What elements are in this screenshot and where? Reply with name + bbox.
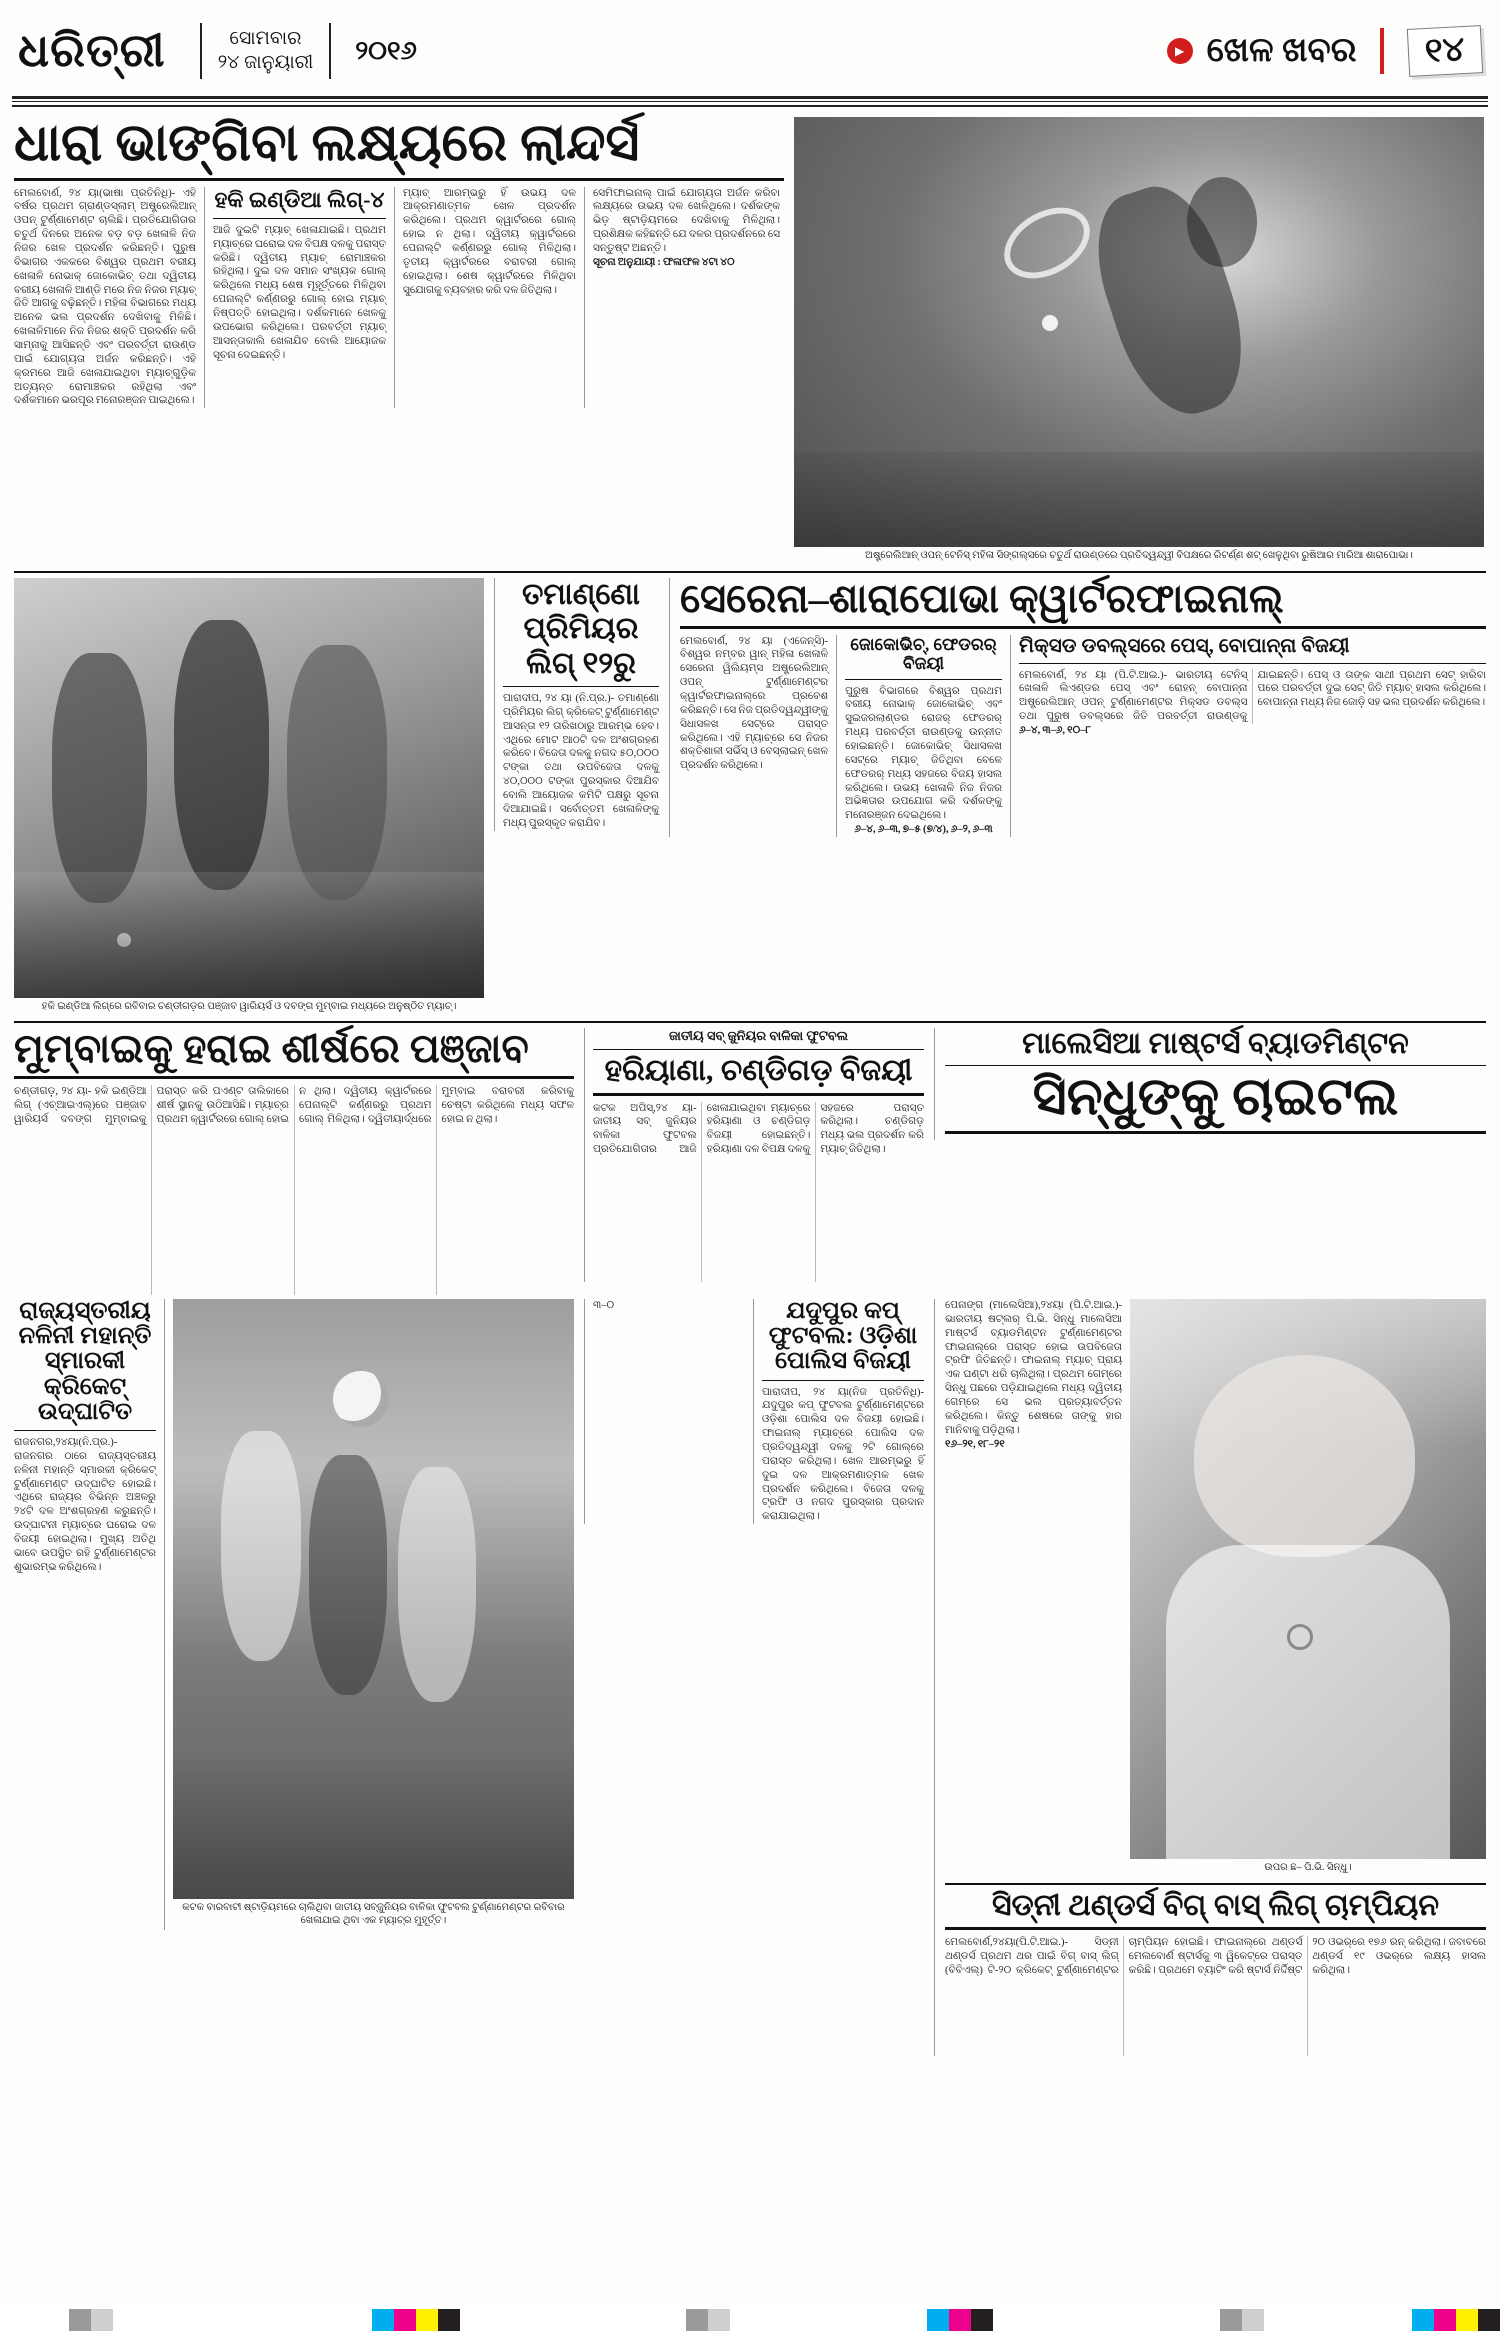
tennis-action-photo: [794, 117, 1484, 547]
masthead: [0, 0, 1500, 92]
hockey-action-photo: [14, 578, 484, 998]
bigbash-headline: ସିଡ୍‌ନୀ ଥଣ୍ଡର୍ସ ବିଗ୍ ବାସ୍ ଲିଗ୍ ଚାମ୍ପିୟନ: [991, 1888, 1440, 1922]
nalinee-headline: ରାଜ୍ୟସ୍ତରୀୟ ନଳିନୀ ମହାନ୍ତି ସ୍ମାରକୀ କ୍ରିକେଟ୍ ଉଦ୍‌ଘାଟିତ: [18, 1298, 152, 1425]
girls-football-body: କଟକ ଅପିସ୍,୨୪ ୟା-ଜାତୀୟ ସବ୍ ଜୁନିୟର ବାଳିକା ଫୁଟବଲ ପ୍ରତିଯୋଗିତାର ଆଜି ଖେଳାଯାଇଥିବା ମ୍ୟାଚ୍‌ରେ ହରିୟାଣା ଓ ଚଣ୍ଡିଗଡ଼ ବିଜୟୀ ହୋଇଛନ୍ତି। ହରିୟାଣା ଦଳ ବିପକ୍ଷ ଦଳକୁ ସହଜରେ ପରାସ୍ତ କରିଥିଲା। ଚଣ୍ଡିଗଡ଼ ମଧ୍ୟ ଭଲ ପ୍ରଦର୍ଶନ କରି ମ୍ୟାଚ୍ ଜିତିଥିଲା।: [593, 1102, 924, 1156]
serena-headline: ସେରେନା–ଶାରାପୋଭା କ୍ୱାର୍ଟରଫାଇନାଲ୍: [680, 575, 1284, 621]
sindhu-photo: [1130, 1299, 1486, 1859]
bigbash-top-rule: [945, 1883, 1486, 1885]
color-swatch-group-3: [686, 2309, 730, 2331]
serena-rule: [680, 626, 1486, 629]
punjab-headline: ମୁମ୍ବାଇକୁ ହରାଇ ଶୀର୍ଷରେ ପଞ୍ଜାବ: [14, 1026, 529, 1071]
mixed-doubles-scores: ୬–୪, ୩–୬, ୧୦–୮: [1019, 724, 1091, 736]
lead-headline: ଧାରା ଭାଙ୍ଗିବା ଲକ୍ଷ୍ୟରେ ଲାନ୍ଦର୍ସ: [14, 115, 640, 172]
sindhu-rule: [945, 1131, 1486, 1134]
lead-footer-line: ସୂଚନା ଅନୁଯାୟୀ : ଫଳାଫଳ ୪ଟା ୪୦: [593, 256, 735, 268]
lead-col-4: ସେମିଫାଇନାଲ୍ ପାଇଁ ଯୋଗ୍ୟତା ଅର୍ଜନ କରିବା ଲକ୍ଷ୍ୟରେ ଉଭୟ ଦଳ ଖେଳିଥିଲେ। ଦର୍ଶକଙ୍କ ଭିଡ଼ ଷ୍ଟାଡ଼ିୟମରେ ଦେଖିବାକୁ ମିଳିଥିଲା। ପ୍ରଶିକ୍ଷକ କହିଛନ୍ତି ଯେ ଦଳର ପ୍ରଦର୍ଶନରେ ସେ ସନ୍ତୁଷ୍ଟ ଅଛନ୍ତି।: [593, 187, 780, 255]
sindhu-scores: ୧୬–୨୧, ୧୮–୨୧: [945, 1438, 1005, 1450]
lead-col-3: ମ୍ୟାଚ୍ ଆରମ୍ଭରୁ ହିଁ ଉଭୟ ଦଳ ଆକ୍ରମଣାତ୍ମକ ଖେଳ ପ୍ରଦର୍ଶନ କରିଥିଲେ। ପ୍ରଥମ କ୍ୱାର୍ଟରରେ ଗୋଲ୍ ହୋଇ ନ ଥିଲା। ଦ୍ୱିତୀୟ କ୍ୱାର୍ଟରରେ ପେନାଲ୍ଟି କର୍ଣ୍ଣରରୁ ଗୋଲ୍ ମିଳିଥିଲା। ତୃତୀୟ କ୍ୱାର୍ଟରରେ ବରାବରୀ ଗୋଲ୍ ହୋଇଥିଲା। ଶେଷ କ୍ୱାର୍ଟରରେ ମିଳିଥିବା ସୁଯୋଗକୁ ବ୍ୟବହାର କରି ଦଳ ଜିତିଥିଲା।: [394, 187, 584, 409]
girls-football-scores: ୩–୦: [593, 1300, 615, 1311]
mixed-doubles-body: ମେଲବୋର୍ଣ, ୨୪ ୟା (ପି.ଟି.ଆଇ.)- ଭାରତୀୟ ଟେନିସ୍ ଖେଳାଳି ଲିଏଣ୍ଡର ପେସ୍ ଏବଂ ରୋହନ୍ ବୋପାନ୍ନା ଅଷ୍ଟ୍ରେଲିଆନ୍ ଓପନ୍ ଟୁର୍ଣ୍ଣାମେଣ୍ଟର ମିକ୍ସଡ ଡବଲ୍ସ ତଥା ପୁରୁଷ ଡବଲ୍ସରେ ଜିତି ପରବର୍ତ୍ତୀ ରାଉଣ୍ଡକୁ ଯାଇଛନ୍ତି। ପେସ୍ ଓ ତାଙ୍କ ସାଥୀ ପ୍ରଥମ ସେଟ୍ ହାରିବା ପରେ ପରବର୍ତ୍ତୀ ଦୁଇ ସେଟ୍ ଜିତି ମ୍ୟାଚ୍ ହାସଲ କରିଥିଲେ। ବୋପାନ୍ନା ମଧ୍ୟ ନିଜ ଜୋଡ଼ି ସହ ଭଲ ପ୍ରଦର୍ଶନ କରିଥିଲେ।: [1019, 669, 1486, 723]
girls-football-kicker-rule: [593, 1049, 924, 1050]
masthead-divider-1: [200, 23, 202, 79]
color-registration-bar: [0, 2303, 1500, 2337]
bigbash-body: ମେଲବୋର୍ଣ,୨୪ୟା(ପି.ଟି.ଆଇ.)- ସିଡ୍‌ନୀ ଥଣ୍ଡର୍ସ ପ୍ରଥମ ଥର ପାଇଁ ବିଗ୍ ବାସ୍ ଲିଗ୍ (ବିବିଏଲ୍) ଟି-୨୦ କ୍ରିକେଟ୍ ଟୁର୍ଣ୍ଣାମେଣ୍ଟର ଚାମ୍ପିୟନ ହୋଇଛି। ଫାଇନାଲ୍‌ରେ ଥଣ୍ଡର୍ସ ମେଲବୋର୍ଣ ଷ୍ଟାର୍ସକୁ ୩ ୱିକେଟ୍‌ରେ ପରାସ୍ତ କରିଛି। ପ୍ରଥମେ ବ୍ୟାଟିଂ କରି ଷ୍ଟାର୍ସ ନିର୍ଦ୍ଦିଷ୍ଟ ୨୦ ଓଭର୍‌ରେ ୧୭୬ ରନ୍ କରିଥିଲା। ଜବାବରେ ଥଣ୍ଡର୍ସ ୧୯ ଓଭର୍‌ରେ ଲକ୍ଷ୍ୟ ହାସଲ କରିଥିଲା।: [945, 1937, 1486, 1976]
mixed-doubles-headline: ମିକ୍ସଡ ଡବଲ୍ସରେ ପେସ୍, ବୋପାନ୍ନା ବିଜୟୀ: [1019, 634, 1350, 657]
nalinee-body: ରାଜନଗର,୨୪ୟା(ନି.ପ୍ର.)- ରାଜନଗର ଠାରେ ରାଜ୍ୟସ୍ତରୀୟ ନଳିନୀ ମହାନ୍ତି ସ୍ମାରକୀ କ୍ରିକେଟ୍ ଟୁର୍ଣ୍ଣାମେଣ୍ଟ ଉଦ୍‌ଘାଟିତ ହୋଇଛି। ଏଥିରେ ରାଜ୍ୟର ବିଭିନ୍ନ ଅଞ୍ଚଳରୁ ୨୪ଟି ଦଳ ଅଂଶଗ୍ରହଣ କରୁଛନ୍ତି। ଉଦ୍‌ଘାଟନୀ ମ୍ୟାଚ୍‌ରେ ଘରୋଇ ଦଳ ବିଜୟୀ ହୋଇଥିଲା। ମୁଖ୍ୟ ଅତିଥି ଭାବେ ଉପସ୍ଥିତ ରହି ଟୁର୍ଣ୍ଣାମେଣ୍ଟର ଶୁଭାରମ୍ଭ କରିଥିଲେ।: [14, 1436, 156, 1573]
serena-scores: ୬–୪, ୬–୩, ୭–୫ (୭/୪), ୬–୨, ୬–୩: [854, 824, 993, 836]
tamanna-body: ପାରାଦୀପ, ୨୪ ୟା (ନି.ପ୍ର.)- ତମାଣ୍ଣୋ ପ୍ରିମିୟର ଲିଗ୍ କ୍ରିକେଟ୍ ଟୁର୍ଣ୍ଣାମେଣ୍ଟ ଆସନ୍ତା ୧୨ ତାରିଖଠାରୁ ଆରମ୍ଭ ହେବ। ଏଥିରେ ମୋଟ ଆଠଟି ଦଳ ଅଂଶଗ୍ରହଣ କରିବେ। ବିଜେତା ଦଳକୁ ନଗଦ ୫୦,୦୦୦ ଟଙ୍କା ତଥା ଉପବିଜେତା ଦଳକୁ ୪୦,୦୦୦ ଟଙ୍କା ପୁରସ୍କାର ଦିଆଯିବ ବୋଲି ଆୟୋଜକ କମିଟି ପକ୍ଷରୁ ସୂଚନା ଦିଆଯାଇଛି। ସର୍ବୋତ୍ତମ ଖେଳାଳିଙ୍କୁ ମଧ୍ୟ ପୁରସ୍କୃତ କରାଯିବ।: [503, 693, 659, 829]
sindhu-body: ପେନାଙ୍ଗ (ମାଲେସିଆ),୨୪ୟା (ପି.ଟି.ଆଇ.)- ଭାରତୀୟ ଷଟ୍‌ଲର୍ ପି.ଭି. ସିନ୍ଧୁ ମାଲେସିଆ ମାଷ୍ଟର୍ସ ବ୍ୟାଡମିଣ୍ଟନ ଟୁର୍ଣ୍ଣାମେଣ୍ଟର ଫାଇନାଲ୍‌ରେ ପରାସ୍ତ ହୋଇ ଉପବିଜେତା ଟ୍ରଫି ଜିତିଛନ୍ତି। ଫାଇନାଲ୍ ମ୍ୟାଚ୍ ପ୍ରାୟ ଏକ ଘଣ୍ଟା ଧରି ଚାଲିଥିଲା। ପ୍ରଥମ ଗେମ୍‌ରେ ସିନ୍ଧୁ ପଛରେ ପଡ଼ିଯାଇଥିଲେ ମଧ୍ୟ ଦ୍ୱିତୀୟ ଗେମ୍‌ରେ ସେ ଭଲ ପ୍ରତ୍ୟାବର୍ତ୍ତନ କରିଥିଲେ। କିନ୍ତୁ ଶେଷରେ ତାଙ୍କୁ ହାର ମାନିବାକୁ ପଡ଼ିଥିଲା।: [945, 1300, 1122, 1436]
color-swatch-group-4: [927, 2309, 993, 2331]
lead-rule: [14, 178, 784, 181]
bigbash-rule: [945, 1927, 1486, 1930]
publication-logo: ଧରିତ୍ରୀ: [18, 24, 166, 76]
football-photo-caption: କଟକ ବାରବାଟୀ ଷ୍ଟାଡ଼ିୟମରେ ଚାଲିଥିବା ଜାତୀୟ ସବ୍‌ଜୁନିୟର ବାଳିକା ଫୁଟବଲ ଟୁର୍ଣ୍ଣାମେଣ୍ଟର ରବିବାର ଖେଳାଯାଇ ଥିବା ଏକ ମ୍ୟାଚ୍‌ର ମୁହୂର୍ତ୍ତ।: [182, 1902, 565, 1926]
color-swatch-group-2: [372, 2309, 460, 2331]
issue-day: ସୋମବାର: [229, 28, 302, 50]
hockey-league-subhead: ହକି ଇଣ୍ଡିଆ ଲିଗ୍‌-୪: [214, 186, 385, 212]
masthead-divider-2: [329, 23, 331, 79]
issue-year: ୨୦୧୬: [355, 35, 417, 65]
sindhu-photo-caption: ଉପର ଛ– ପି.ଭି. ସିନ୍ଧୁ।: [1264, 1862, 1352, 1873]
sindhu-kicker: ମାଲେସିଆ ମାଷ୍ଟର୍ସ ବ୍ୟାଡମିଣ୍ଟନ: [1022, 1027, 1409, 1060]
girls-football-headline: ହରିୟାଣା, ଚଣ୍ଡିଗଡ଼ ବିଜୟୀ: [604, 1054, 913, 1087]
serena-subhead: ଜୋକୋଭିଚ୍, ଫେଡରର୍ ବିଜୟୀ: [850, 634, 997, 674]
serena-col-2: ପୁରୁଷ ବିଭାଗରେ ବିଶ୍ୱର ପ୍ରଥମ ବରୀୟ ନୋଭାକ୍ ଜୋକୋଭିଚ୍ ଏବଂ ସୁଇଜରଲାଣ୍ଡର ରୋଜର୍ ଫେଡରର୍ ମଧ୍ୟ ପରବର୍ତ୍ତୀ ରାଉଣ୍ଡକୁ ଉନ୍ନୀତ ହୋଇଛନ୍ତି। ଜୋକୋଭିଚ୍ ସିଧାସଳଖ ସେଟ୍‌ରେ ମ୍ୟାଚ୍ ଜିତିଥିବା ବେଳେ ଫେଡରର୍ ମଧ୍ୟ ସହଜରେ ବିଜୟ ହାସଲ କରିଥିଲେ। ଉଭୟ ଖେଳାଳି ନିଜ ନିଜର ଅଭିଜ୍ଞତାର ଉପଯୋଗ କରି ଦର୍ଶକଙ୍କୁ ମନୋରଞ୍ଜନ ଦେଇଥିଲେ।: [845, 685, 1002, 822]
masthead-rule: [12, 96, 1488, 102]
jadupur-body: ପାରାଦୀପ, ୨୪ ୟା(ନିଜ ପ୍ରତିନିଧି)- ଯଦୁପୁର କପ୍ ଫୁଟବଲ ଟୁର୍ଣ୍ଣାମେଣ୍ଟରେ ଓଡ଼ିଶା ପୋଲିସ ଦଳ ବିଜୟୀ ହୋଇଛି। ଫାଇନାଲ୍ ମ୍ୟାଚ୍‌ରେ ପୋଲିସ ଦଳ ପ୍ରତିଦ୍ୱନ୍ଦ୍ୱୀ ଦଳକୁ ୨ଟି ଗୋଲ୍‌ରେ ପରାସ୍ତ କରିଥିଲା। ଖେଳ ଆରମ୍ଭରୁ ହିଁ ଦୁଇ ଦଳ ଆକ୍ରମଣାତ୍ମକ ଖେଳ ପ୍ରଦର୍ଶନ କରିଥିଲେ। ବିଜେତା ଦଳକୁ ଟ୍ରଫି ଓ ନଗଦ ପୁରସ୍କାର ପ୍ରଦାନ କରାଯାଇଥିଲା।: [762, 1386, 924, 1523]
issue-date-text: ୨୪ ଜାନୁୟାରୀ: [217, 52, 314, 73]
girls-football-kicker: ଜାତୀୟ ସବ୍ ଜୁନିୟର ବାଳିକା ଫୁଟବଲ: [668, 1028, 849, 1043]
tamanna-rule: [503, 686, 659, 687]
section-rule-1: [14, 571, 1486, 573]
punjab-rule: [14, 1076, 574, 1079]
girls-football-rule: [593, 1093, 924, 1096]
serena-sub-rule: [845, 679, 1002, 680]
sindhu-kicker-rule: [945, 1065, 1486, 1066]
girls-football-photo: [173, 1299, 574, 1899]
jadupur-rule: [762, 1380, 924, 1381]
color-swatch-group-6: [1412, 2309, 1500, 2331]
jadupur-headline: ଯଦୁପୁର କପ୍ ଫୁଟବଲ: ଓଡ଼ିଶା ପୋଲିସ ବିଜୟୀ: [768, 1298, 918, 1375]
nalinee-rule: [14, 1430, 156, 1431]
color-swatch-group-1: [69, 2309, 135, 2331]
section-title: ଖେଳ ଖବର: [1206, 32, 1357, 69]
tennis-photo-caption: ଅଷ୍ଟ୍ରେଲିଆନ୍ ଓପନ୍ ଟେନିସ୍ ମହିଳା ସିଙ୍ଗଲ୍ସରେ ଚତୁର୍ଥ ରାଉଣ୍ଡରେ ପ୍ରତିଦ୍ୱନ୍ଦ୍ୱୀ ବିପକ୍ଷରେ ରିଟର୍ଣ୍ଣ ଶଟ୍ ଖେଳୁଥିବା ରୁଷିଆର ମାରିଆ ଶାରାପୋଭା।: [865, 550, 1413, 561]
punjab-body: ଚଣ୍ଡୀଗଡ଼, ୨୪ ୟା- ହକି ଇଣ୍ଡିଆ ଲିଗ୍ (ଏଚ୍‌ଆଇଏଲ୍)ରେ ପଞ୍ଜାବ ୱାରିୟର୍ସ ଦବଙ୍ଗ ମୁମ୍ବାଇକୁ ପରାସ୍ତ କରି ପଏଣ୍ଟ ତାଲିକାରେ ଶୀର୍ଷ ସ୍ଥାନକୁ ଉଠିଆସିଛି। ମ୍ୟାଚ୍‌ର ପ୍ରଥମ କ୍ୱାର୍ଟରରେ ଗୋଲ୍ ହୋଇ ନ ଥିଲା। ଦ୍ୱିତୀୟ କ୍ୱାର୍ଟରରେ ପେନାଲ୍ଟି କର୍ଣ୍ଣରରୁ ପ୍ରଥମ ଗୋଲ୍ ମିଳିଥିଲା। ଦ୍ୱିତୀୟାର୍ଦ୍ଧରେ ମୁମ୍ବାଇ ବରାବରୀ କରିବାକୁ ଚେଷ୍ଟା କରିଥିଲେ ମଧ୍ୟ ସଫଳ ହୋଇ ନ ଥିଲା।: [14, 1086, 574, 1125]
lead-col-2: ଆଜି ଦୁଇଟି ମ୍ୟାଚ୍ ଖେଳାଯାଇଛି। ପ୍ରଥମ ମ୍ୟାଚ୍‌ରେ ଘରୋଇ ଦଳ ବିପକ୍ଷ ଦଳକୁ ପରାସ୍ତ କରିଛି। ଦ୍ୱିତୀୟ ମ୍ୟାଚ୍ ରୋମାଞ୍ଚକର ରହିଥିଲା। ଦୁଇ ଦଳ ସମାନ ସଂଖ୍ୟକ ଗୋଲ୍ କରିଥିଲେ ମଧ୍ୟ ଶେଷ ମୂହୂର୍ତ୍ତରେ ମିଳିଥିବା ପେନାଲ୍ଟି କର୍ଣ୍ଣରରୁ ଗୋଲ୍ ହୋଇ ମ୍ୟାଚ୍ ନିଷ୍ପତ୍ତି ହୋଇଥିଲା। ଦର୍ଶକମାନେ ଖେଳକୁ ଉପଭୋଗ କରିଥିଲେ। ପରବର୍ତ୍ତୀ ମ୍ୟାଚ୍ ଆସନ୍ତାକାଲି ଖେଳାଯିବ ବୋଲି ଆୟୋଜକ ସୂଚନା ଦେଇଛନ୍ତି।: [213, 224, 386, 361]
play-icon: ▶: [1167, 38, 1193, 64]
serena-col-1: ମେଲବୋର୍ଣ, ୨୪ ୟା (ଏଜେନ୍ସି)- ବିଶ୍ୱର ନମ୍ବର ୱାନ୍ ମହିଳା ଖେଳାଳି ସେରେନା ୱିଲିୟମ୍ସ ଅଷ୍ଟ୍ରେଲିଆନ୍ ଓପନ୍ ଟୁର୍ଣ୍ଣାମେଣ୍ଟର କ୍ୱାର୍ଟରଫାଇନାଲ୍‌ରେ ପ୍ରବେଶ କରିଛନ୍ତି। ସେ ନିଜ ପ୍ରତିଦ୍ୱନ୍ଦ୍ୱୀଙ୍କୁ ସିଧାସଳଖ ସେଟ୍‌ରେ ପରାସ୍ତ କରିଥିଲେ। ଏହି ମ୍ୟାଚ୍‌ରେ ସେ ନିଜର ଶକ୍ତିଶାଳୀ ସର୍ଭିସ୍ ଓ ବେସ୍‌ଲାଇନ୍ ଖେଳ ପ୍ରଦର୍ଶନ କରିଥିଲେ।: [680, 635, 829, 772]
section-rule-2: [14, 1021, 1486, 1023]
tamanna-headline: ତମାଣ୍ଣୋ ପ୍ରିମିୟର ଲିଗ୍ ୧୨ରୁ: [522, 577, 640, 680]
lead-col-1: ମେଲବୋର୍ଣ, ୨୪ ୟା(ଭାଷା ପ୍ରତିନିଧି)- ଏହି ବର୍ଷର ପ୍ରଥମ ଗ୍ରାଣ୍ଡସ୍ଲାମ୍ ଅଷ୍ଟ୍ରେଲିଆନ୍ ଓପନ୍ ଟୁର୍ଣ୍ଣାମେଣ୍ଟ ଚାଲିଛି। ପ୍ରତିଯୋଗିତାର ଚତୁର୍ଥ ଦିନରେ ଅନେକ ବଡ଼ ବଡ଼ ଖେଳାଳି ନିଜ ନିଜର ଖେଳ ପ୍ରଦର୍ଶନ କରିଛନ୍ତି। ପୁରୁଷ ବିଭାଗର ଏକକରେ ବିଶ୍ୱର ପ୍ରଥମ ବରୀୟ ଖେଳାଳି ନୋଭାକ୍ ଜୋକୋଭିଚ୍ ତଥା ଦ୍ୱିତୀୟ ବରୀୟ ଖେଳାଳି ଆଣ୍ଡି ମରେ ନିଜ ନିଜର ମ୍ୟାଚ୍ ଜିତି ଆଗକୁ ବଢ଼ିଛନ୍ତି। ମହିଳା ବିଭାଗରେ ମଧ୍ୟ ଅନେକ ଭଲ ପ୍ରଦର୍ଶନ ଦେଖିବାକୁ ମିଳିଛି। ଖେଳାଳିମାନେ ନିଜ ନିଜର ଶକ୍ତି ପ୍ରଦର୍ଶନ କରି ସାମ୍ନାକୁ ଆସିଛନ୍ତି ଏବଂ ପରବର୍ତ୍ତୀ ରାଉଣ୍ଡ ପାଇଁ ଯୋଗ୍ୟତା ଅର୍ଜନ କରିଛନ୍ତି। ଏହି କ୍ରମରେ ଆଜି ଖେଳାଯାଇଥିବା ମ୍ୟାଚ୍‌ଗୁଡ଼ିକ ଅତ୍ୟନ୍ତ ରୋମାଞ୍ଚକର ରହିଥିଲା ଏବଂ ଦର୍ଶକମାନେ ଭରପୂର ମନୋରଞ୍ଜନ ପାଇଥିଲେ।: [14, 187, 196, 407]
sindhu-headline: ସିନ୍ଧୁଙ୍କୁ ଚାଇଟଲ: [1032, 1068, 1399, 1126]
masthead-red-rule: [1380, 28, 1384, 74]
color-swatch-group-5: [1220, 2309, 1264, 2331]
hockey-photo-caption: ହକି ଇଣ୍ଡିଆ ଲିଗ୍‌ରେ ରବିବାର ଚଣ୍ଡୀଗଡ଼ର ପଞ୍ଜାବ ୱାରିୟର୍ସ ଓ ଦବଙ୍ଗ ମୁମ୍ବାଇ ମଧ୍ୟରେ ଅନୁଷ୍ଠିତ ମ୍ୟାଚ୍।: [41, 1000, 457, 1012]
mixed-doubles-rule: [1019, 663, 1486, 664]
hockey-league-rule: [213, 218, 386, 219]
page-number: ୧୪: [1407, 25, 1483, 77]
issue-date: [218, 27, 314, 75]
